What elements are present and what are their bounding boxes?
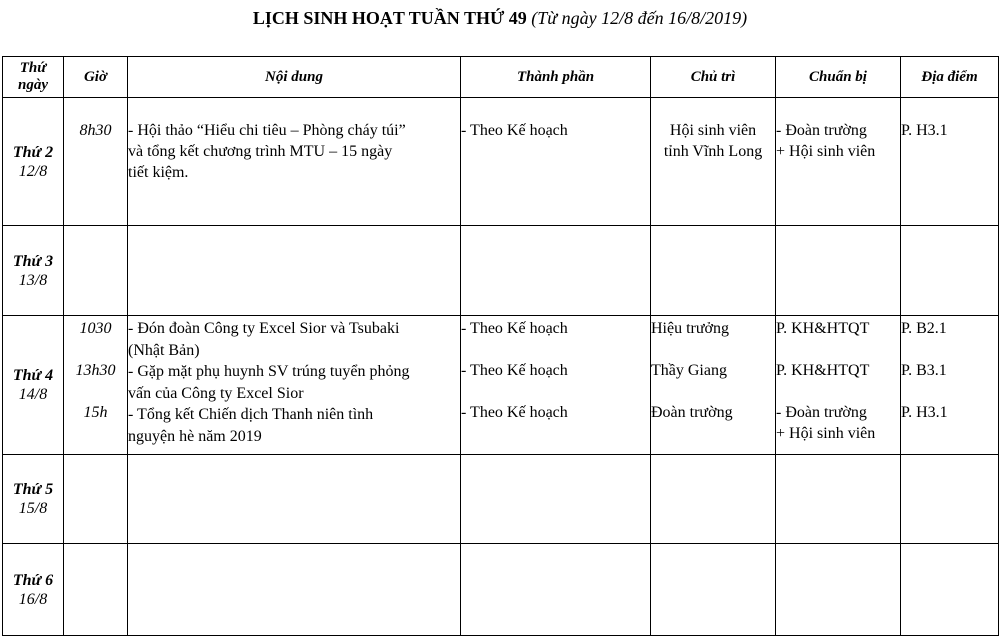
header-day: Thứ ngày (3, 57, 64, 98)
title-main: LỊCH SINH HOẠT TUẦN THỨ 49 (252, 8, 527, 28)
content-cell: - Hội thảo “Hiểu chi tiêu – Phòng cháy túi” và tổng kết chương trình MTU – 15 ngày tiết kiệm. (128, 98, 461, 226)
header-time: Giờ (64, 57, 128, 98)
content-cell (128, 226, 461, 316)
header-row (3, 57, 999, 98)
prep-cell (776, 544, 901, 636)
title-date-range: (Từ ngày 12/8 đến 16/8/2019) (531, 8, 748, 28)
day-cell: Thứ 6 16/8 (3, 544, 64, 636)
header-participants: Thành phần (461, 57, 651, 98)
header-content: Nội dung (128, 57, 461, 98)
table-row (3, 98, 999, 226)
chair-cell (651, 544, 776, 636)
time-cell (64, 455, 128, 544)
location-cell (901, 455, 999, 544)
table-row (3, 455, 999, 544)
header-prep: Chuẩn bị (776, 57, 901, 98)
schedule-title (0, 8, 1000, 29)
time-cell (64, 226, 128, 316)
participants-cell (461, 544, 651, 636)
day-cell: Thứ 5 15/8 (3, 455, 64, 544)
header-location: Địa điểm (901, 57, 999, 98)
day-cell: Thứ 2 12/8 (3, 98, 64, 226)
location-cell: P. B2.1 P. B3.1 P. H3.1 (901, 316, 999, 455)
location-cell (901, 226, 999, 316)
day-cell: Thứ 3 13/8 (3, 226, 64, 316)
table-row (3, 226, 999, 316)
prep-cell (776, 226, 901, 316)
location-cell: P. H3.1 (901, 98, 999, 226)
time-cell (64, 544, 128, 636)
table-row (3, 316, 999, 455)
prep-cell: P. KH&HTQT P. KH&HTQT - Đoàn trường + Hội sinh viên (776, 316, 901, 455)
content-cell (128, 544, 461, 636)
location-cell (901, 544, 999, 636)
chair-cell (651, 455, 776, 544)
day-cell: Thứ 4 14/8 (3, 316, 64, 455)
participants-cell (461, 226, 651, 316)
prep-cell: - Đoàn trường + Hội sinh viên (776, 98, 901, 226)
header-chair: Chủ trì (651, 57, 776, 98)
time-cell: 8h30 (64, 98, 128, 226)
participants-cell: - Theo Kế hoạch (461, 98, 651, 226)
content-cell: - Đón đoàn Công ty Excel Sior và Tsubaki (Nhật Bản) - Gặp mặt phụ huynh SV trúng tuyển phỏng vấn của Công ty Excel Sior - Tổng kết Chiến dịch Thanh niên tình nguyện hè năm 2019 (128, 316, 461, 455)
participants-cell: - Theo Kế hoạch - Theo Kế hoạch - Theo Kế hoạch (461, 316, 651, 455)
content-cell (128, 455, 461, 544)
time-cell: 1030 13h30 15h (64, 316, 128, 455)
chair-cell (651, 226, 776, 316)
table-row (3, 544, 999, 636)
chair-cell: Hội sinh viên tỉnh Vĩnh Long (651, 98, 776, 226)
chair-cell: Hiệu trưởng Thầy Giang Đoàn trường (651, 316, 776, 455)
participants-cell (461, 455, 651, 544)
schedule-table (2, 56, 999, 636)
prep-cell (776, 455, 901, 544)
